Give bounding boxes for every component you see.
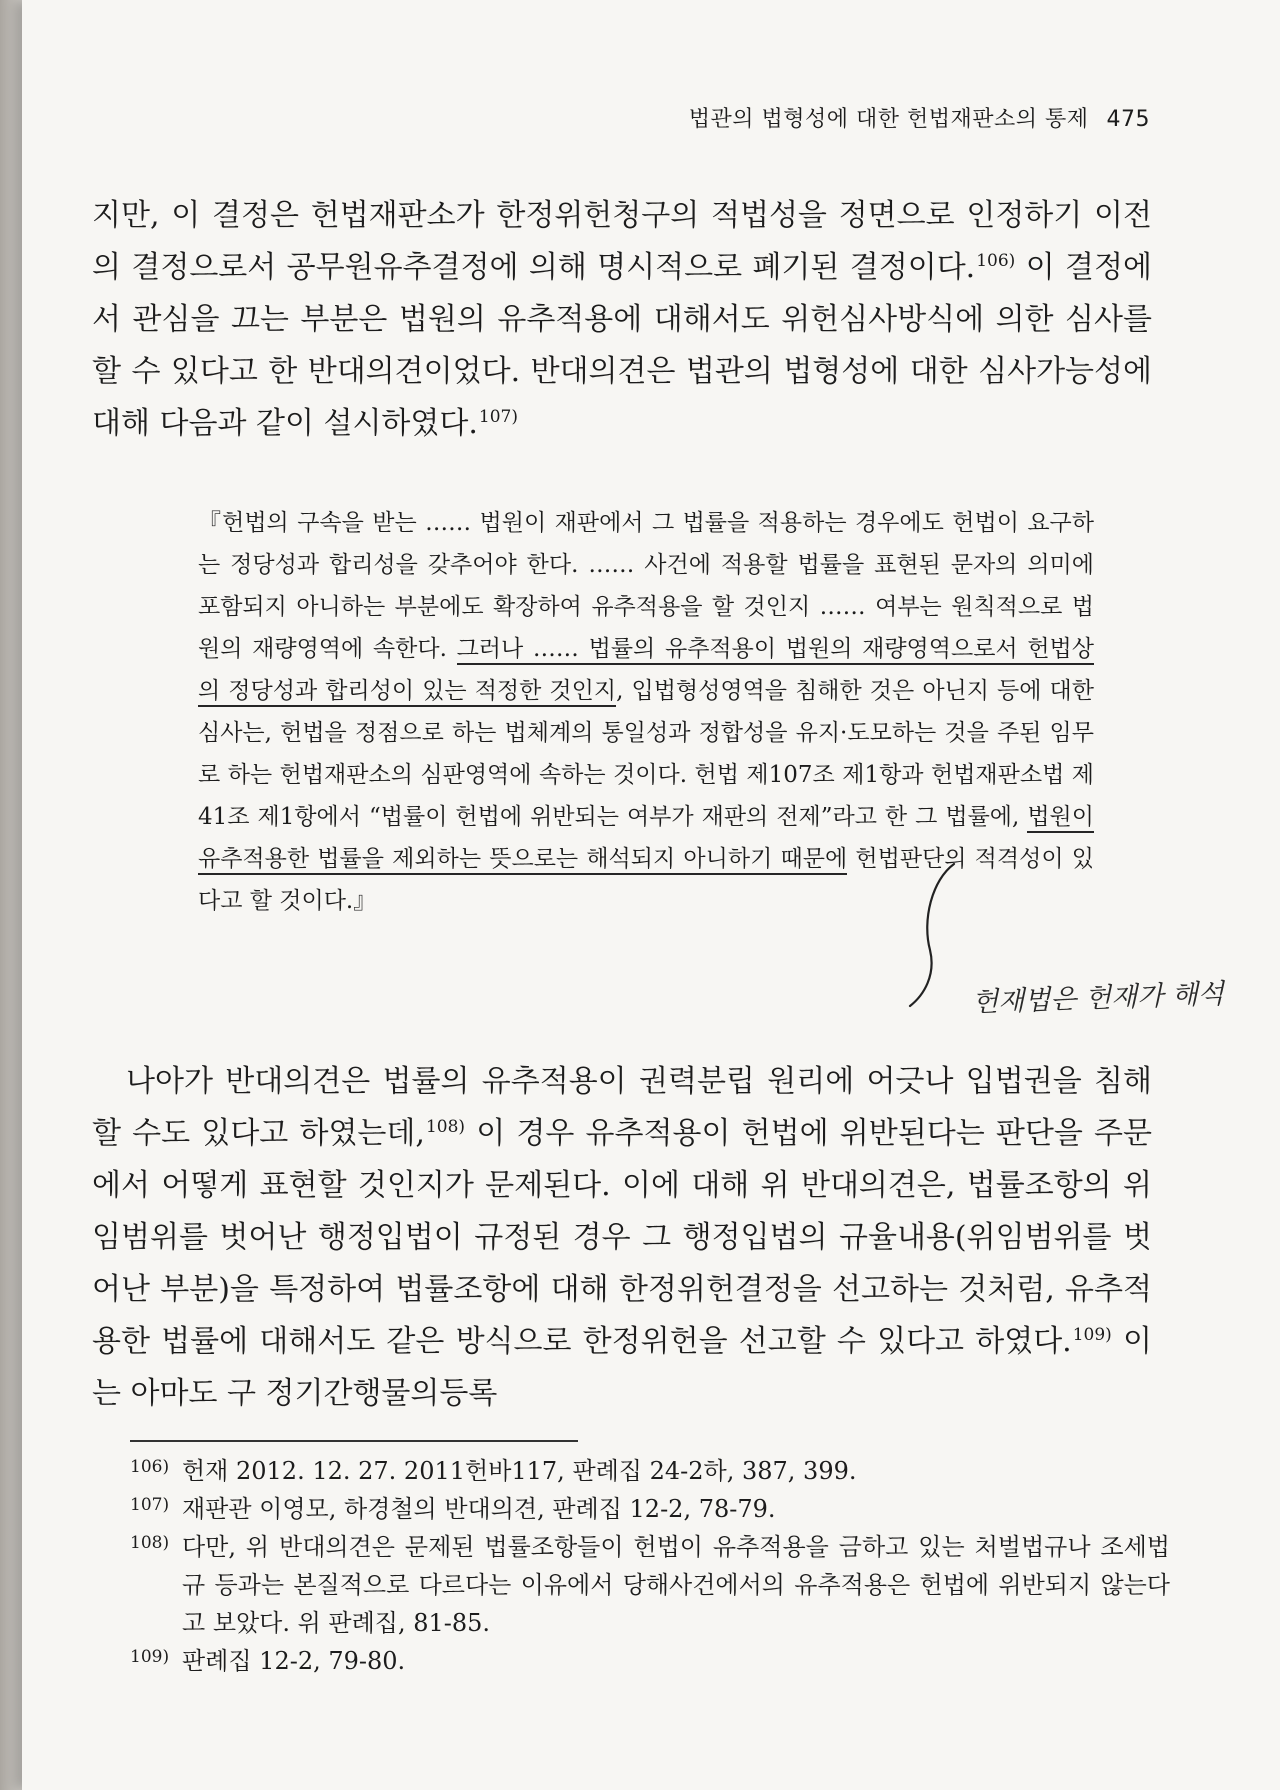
footnote-number: 107)	[130, 1495, 170, 1515]
quote-underlined-2: 법원이 유추적용한 법률을 제외하는 뜻으로는 해석되지 아니하기 때문에	[198, 804, 1094, 875]
quote-segment-1: 『헌법의 구속을 받는 …… 법원이 재판에서 그 법률을 적용하는 경우에도 헌법이 요구하는 정당성과 합리성을 갖추어야 한다. …… 사건에 적용할 법률을 표현된 문자의 의미에 포함되지 아니하는 부분에도 확장하여 유추적용을 할 것인지 …… 여부는 원칙적으로 법원의 재량영역에 속한다.	[198, 510, 1094, 662]
footnote-107	[130, 1490, 1170, 1528]
book-page	[22, 0, 1280, 1790]
footnote-ref-106: 106)	[976, 251, 1016, 271]
quote-underlined-1: 그러나 …… 법률의 유추적용이 법원의 재량영역으로서 헌법상의 정당성과 합리성이 있는 적정한 것인지	[198, 636, 1094, 707]
quote-segment-3: , 입법형성영역을 침해한 것은 아닌지 등에 대한 심사는, 헌법을 정점으로 하는 법체계의 통일성과 정합성을 유지·도모하는 것을 주된 임무로 하는 헌법재판소의 심판영역에 속하는 것이다. 헌법 제107조 제1항과 헌법재판소법 제41조 제1항에서 “법률이 헌법에 위반되는 여부가 재판의 전제”라고 한 그 법률에,	[198, 678, 1094, 830]
pen-bracket-mark	[902, 860, 972, 1010]
paragraph-2-text-c: 이는 아마도 구 정기간행물의등록	[92, 1324, 1152, 1411]
footnote-ref-108: 108)	[425, 1117, 466, 1137]
footnote-text: 다만, 위 반대의견은 문제된 법률조항들이 헌법이 유추적용을 금하고 있는 처벌법규나 조세법규 등과는 본질적으로 다르다는 이유에서 당해사건에서의 유추적용은 헌법에 위반되지 않는다고 보았다. 위 판례집, 81-85.	[182, 1533, 1170, 1637]
footnote-106	[130, 1452, 1170, 1490]
paragraph-2-text-a: 나아가 반대의견은 법률의 유추적용이 권력분립 원리에 어긋나 입법권을 침해할 수도 있다고 하였는데,	[92, 1064, 1152, 1151]
footnote-109	[130, 1642, 1170, 1680]
running-header-title: 법관의 법형성에 대한 헌법재판소의 통제	[688, 107, 1089, 132]
paragraph-1-text-a: 지만, 이 결정은 헌법재판소가 한정위헌청구의 적법성을 정면으로 인정하기 이전의 결정으로서 공무원유추결정에 의해 명시적으로 폐기된 결정이다.	[92, 198, 1152, 285]
footnote-108	[130, 1528, 1170, 1642]
handwritten-margin-note: 헌재법은 헌재가 해석	[971, 978, 1225, 1019]
paragraph-2-text-b: 이 경우 유추적용이 헌법에 위반된다는 판단을 주문에서 어떻게 표현할 것인지가 문제된다. 이에 대해 위 반대의견은, 법률조항의 위임범위를 벗어난 행정입법이 규정된 경우 그 행정입법의 규율내용(위임범위를 벗어난 부분)을 특정하여 법률조항에 대해 한정위헌결정을 선고하는 것처럼, 유추적용한 법률에 대해서도 같은 방식으로 한정위헌을 선고할 수 있다고 하였다.	[92, 1116, 1152, 1359]
paragraph-1-text-b: 이 결정에서 관심을 끄는 부분은 법원의 유추적용에 대해서도 위헌심사방식에 의한 심사를 할 수 있다고 한 반대의견이었다. 반대의견은 법관의 법형성에 대한 심사가능성에 대해 다음과 같이 설시하였다.	[92, 250, 1152, 441]
footnote-text: 판례집 12-2, 79-80.	[182, 1647, 406, 1675]
block-quote-dissent	[198, 502, 1094, 922]
footnote-number: 106)	[130, 1457, 170, 1477]
page-number: 475	[1106, 107, 1150, 132]
footnote-text: 헌재 2012. 12. 27. 2011헌바117, 판례집 24-2하, 387, 399.	[182, 1457, 857, 1485]
page-binding-edge	[0, 0, 22, 1790]
quote-segment-5: 헌법판단의 적격성이 있다고 할 것이다.』	[198, 846, 1094, 914]
footnote-separator	[130, 1440, 578, 1442]
paragraph-2	[92, 1056, 1152, 1420]
paragraph-1	[92, 190, 1152, 450]
footnotes	[130, 1452, 1170, 1680]
footnote-ref-109: 109)	[1072, 1325, 1112, 1345]
footnote-number: 109)	[130, 1647, 170, 1667]
running-header	[689, 102, 1150, 133]
footnote-ref-107: 107)	[478, 407, 518, 427]
footnote-number: 108)	[130, 1533, 170, 1553]
footnote-text: 재판관 이영모, 하경철의 반대의견, 판례집 12-2, 78-79.	[182, 1495, 776, 1523]
